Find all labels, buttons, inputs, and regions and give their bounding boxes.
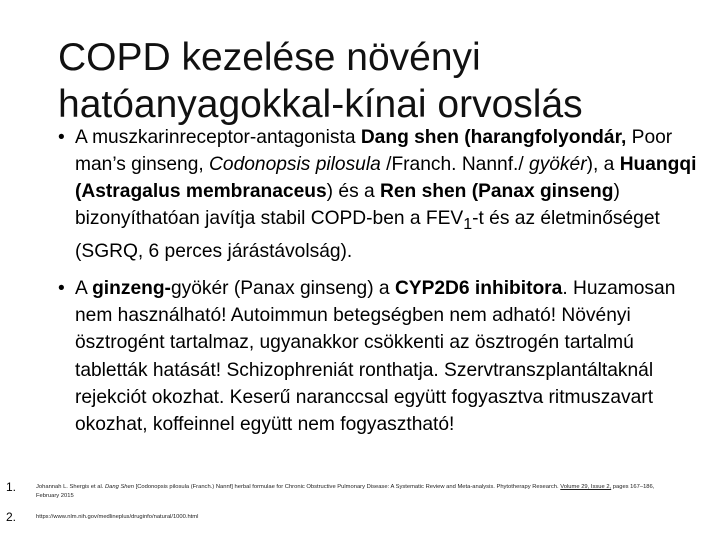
italic-term-codonopsis: Codonopsis pilosula xyxy=(209,154,381,176)
subscript-1: 1 xyxy=(463,216,473,234)
slide-title xyxy=(58,34,583,128)
text-segment: ) és a xyxy=(326,181,380,203)
title-line-2: hatóanyagokkal-kínai orvoslás xyxy=(58,83,583,126)
text-segment: /Franch. Nannf./ xyxy=(380,154,530,176)
text-segment: A xyxy=(75,278,93,300)
title-line-1: COPD kezelése növényi xyxy=(58,36,481,79)
references xyxy=(0,480,720,540)
underlined-volume: Volume 29, Issue 2, xyxy=(560,484,612,490)
reference-text xyxy=(36,483,676,501)
bold-term-ren-shen: Ren shen (Panax ginseng xyxy=(380,181,614,203)
bullet-item-ginseng xyxy=(58,275,708,438)
bullet-dot: • xyxy=(58,127,65,148)
text-segment: ) bizonyíthatóan javítja stabil COPD-ben a FEV xyxy=(75,181,620,230)
bold-term-cyp2d6: CYP2D6 inhibitora xyxy=(394,278,563,300)
text-segment: -t és az életminőséget (SGRQ, 6 perces járástávolság). xyxy=(75,208,660,263)
reference-number: 2. xyxy=(6,510,17,524)
reference-link[interactable]: https://www.nlm.nih.gov/medlineplus/druginfo/natural/1000.html xyxy=(36,514,199,520)
reference-number: 1. xyxy=(6,480,17,494)
bullet-dot: • xyxy=(58,278,65,300)
bold-term-harangfolyondar: (harangfolyondár, xyxy=(464,127,627,148)
bullet-item-dang-shen xyxy=(58,124,708,265)
reference-1 xyxy=(0,480,720,510)
text-segment: Poor man’s ginseng, xyxy=(75,127,673,176)
bold-term-ginzeng: ginzeng- xyxy=(92,278,171,300)
bold-term-huangqi: Huangqi (Astragalus membranaceus xyxy=(75,154,697,203)
text-segment: Johannah L. Shergis et al. xyxy=(36,484,105,490)
text-segment: gyökér (Panax ginseng) a xyxy=(170,278,395,300)
text-segment: ), a xyxy=(586,154,620,176)
text-segment: pages 167–186, February 2015 xyxy=(36,484,655,499)
text-segment: A muszkarinreceptor-antagonista xyxy=(75,127,361,148)
text-segment: . Huzamosan nem használható! Autoimmun betegségben nem adható! Növényi ösztrogént tartalmaz, ugyanakkor csökkenti az ösztrogén tartalmú tabletták hatását! Schizophreniát ronthatja. Szervtranszplantáltaknál rejekciót okozhat. Keserű naranccsal együtt fogyasztva ritmuszavart okozhat, koffeinnel együtt nem fogyasztható! xyxy=(75,278,676,435)
reference-2 xyxy=(0,510,720,540)
bullet-list xyxy=(58,124,708,438)
bold-term-dang-shen: Dang shen xyxy=(360,127,459,148)
italic-term-gyoker: gyökér xyxy=(529,154,587,176)
text-segment: [Codonopsis pilosula (Franch.) Nannf] herbal formulae for Chronic Obstructive Pulmonary Disease: A Systematic Review and Meta-analysis. Phytotherapy Research. xyxy=(133,484,561,490)
italic-term: Dang Shen xyxy=(104,484,134,490)
